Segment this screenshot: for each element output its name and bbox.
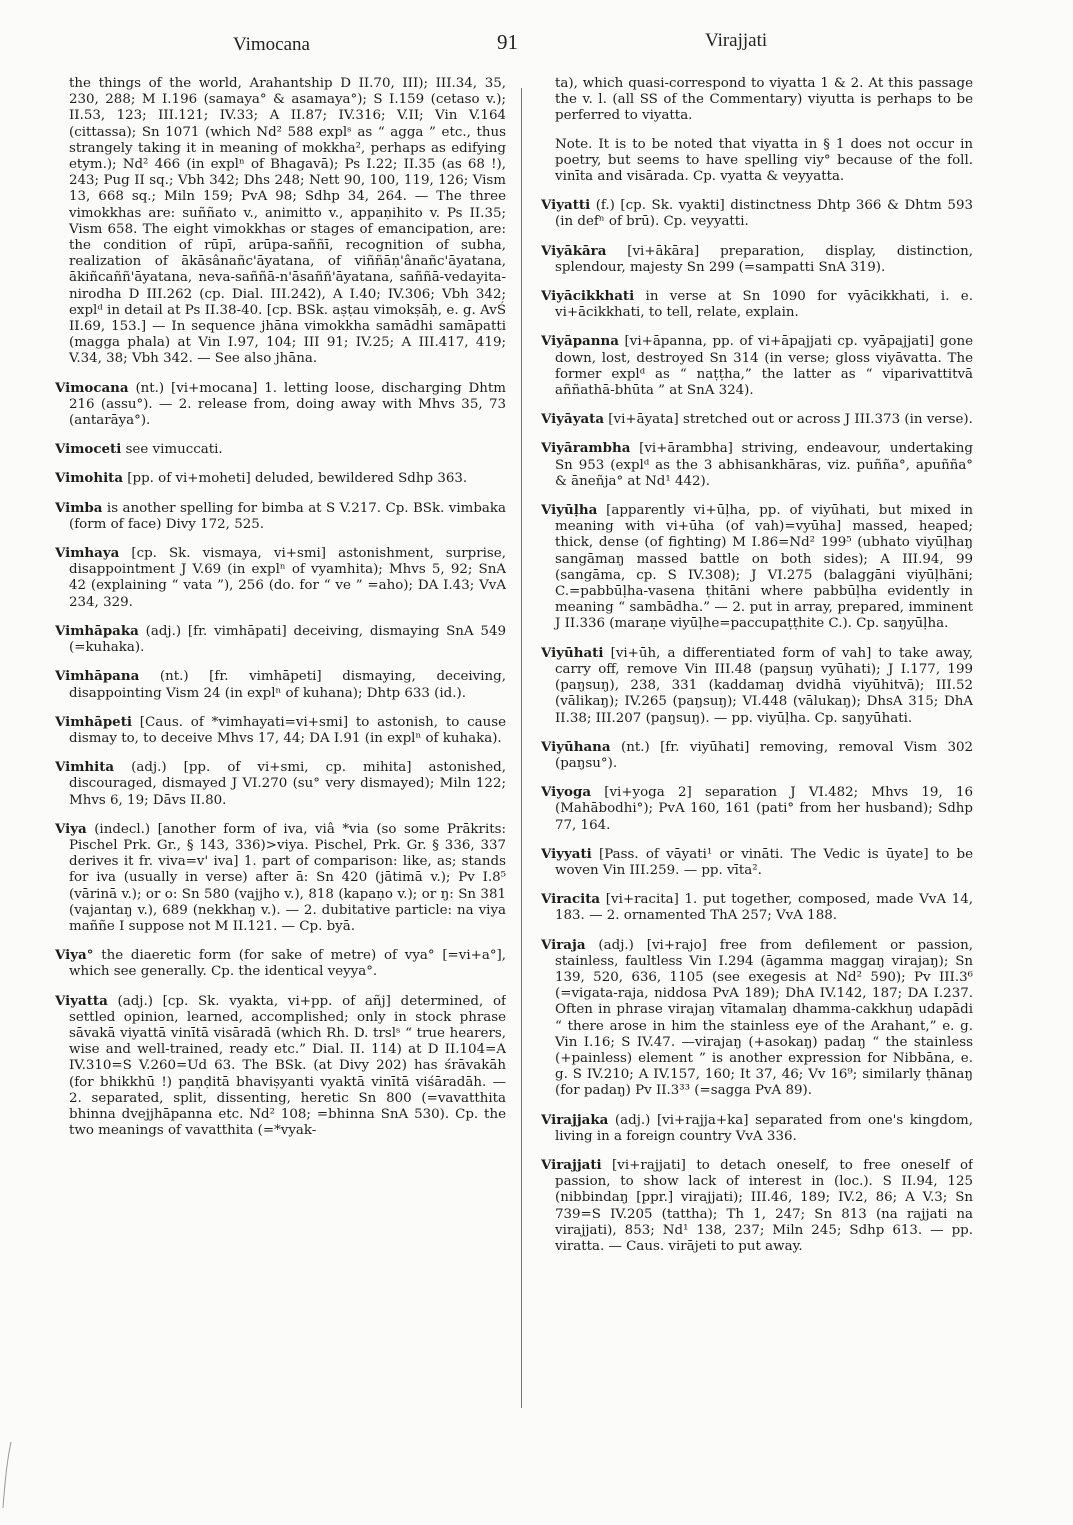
entry-headword: Vimhāpeti	[55, 713, 132, 730]
dictionary-entry	[541, 937, 973, 1100]
dictionary-entry	[541, 137, 973, 186]
entry-definition: (f.) [cp. Sk. vyakti] distinctness Dhtp 366 & Dhtm 593 (in defⁿ of brū). Cp. veyyatti.	[555, 198, 973, 230]
entry-headword: Virajjati	[541, 1156, 602, 1173]
dictionary-entry	[541, 502, 973, 633]
entry-definition: [vi+āpanna, pp. of vi+āpajjati cp. vyāpajjati] gone down, lost, destroyed Sn 314 (in verse; gloss viyāvatta. The former explᵈ as “ naṭṭha,” the latter as “ viparivattitvā aññathā-bhūta ” at SnA 324).	[555, 334, 973, 399]
dictionary-entry	[55, 500, 506, 533]
entry-headword: Vimocana	[55, 379, 129, 396]
entry-definition: (nt.) [vi+mocana] 1. letting loose, discharging Dhtm 216 (assu°). — 2. release from, doing away with Mhvs 35, 73 (antarāya°).	[69, 380, 506, 429]
entry-definition: [Caus. of *vimhayati=vi+smi] to astonish, to cause dismay to, to deceive Mhvs 17, 44; DA I.91 (in explⁿ of kuhaka).	[69, 714, 506, 746]
entry-headword: Viracita	[541, 891, 601, 908]
entry-definition: (adj.) [vi+rajja+ka] separated from one's kingdom, living in a foreign country VvA 336.	[555, 1112, 973, 1144]
entry-headword: Viyoga	[541, 784, 591, 801]
entry-headword: Viyāpanna	[541, 333, 619, 350]
entry-headword: Vimhāpaka	[55, 622, 139, 639]
entry-headword: Vimohita	[55, 470, 124, 487]
dictionary-entry	[55, 821, 506, 935]
margin-scratch-mark	[0, 1440, 14, 1510]
entry-definition: (adj.) [cp. Sk. vyakta, vi+pp. of añj] determined, of settled opinion, learned, accomplished; only in stock phrase sāvakā viyattā vinītā visāradā (which Rh. D. trslˢ “ true hearers, wise and well-trained, ready etc.” Dial. II. 114) at D II.104=A IV.310=S V.260=Ud 63. The BSk. (at Divy 202) has śrāvakāh (for bhikkhū !) paṇḍitā bhaviṣyanti vyaktā vinītā viśāradāh. — 2. separated, split, dissenting, heretic Sn 800 (=vavatthita bhinna dvejjhāpanna etc. Nd² 108; =bhinna SnA 530). Cp. the two meanings of vavatthita (=*vyak-	[69, 993, 506, 1139]
dictionary-entry	[55, 545, 506, 611]
dictionary-entry	[541, 76, 973, 125]
column-divider	[521, 88, 522, 1408]
dictionary-entry	[541, 645, 973, 727]
page-header	[0, 30, 1073, 60]
entry-headword: Viyārambha	[541, 440, 631, 457]
dictionary-entry	[55, 759, 506, 809]
dictionary-entry	[541, 784, 973, 834]
page-number: 91	[497, 30, 518, 54]
entry-definition: the diaeretic form (for sake of metre) of vya° [=vi+a°], which see generally. Cp. the identical veyya°.	[69, 948, 506, 980]
dictionary-entry	[55, 441, 506, 458]
running-head-right: Virajjati	[705, 30, 768, 51]
entry-definition: [pp. of vi+moheti] deluded, bewildered Sdhp 363.	[127, 471, 468, 487]
entry-definition: [apparently vi+ūḷha, pp. of viyūhati, but mixed in meaning with vi+ūha (of vah)=vyūha] massed, heaped; thick, dense (of fighting) M I.86=Nd² 199⁵ (ubhato viyūḷhaŋ sangāmaŋ massed battle on both sides); A III.94, 99 (sangāma, cp. S IV.308); J VI.275 (balaggāni viyūḷhāni; C.=pabbūḷha-vasena ṭhitāni where pabbūḷha evidently in meaning “ sambādha.” — 2. put in array, prepared, imminent J II.336 (maraṇe viyūḷhe=paccupaṭṭhite C.). Cp. saŋyūḷha.	[555, 503, 973, 632]
dictionary-entry	[541, 333, 973, 399]
right-column	[541, 76, 973, 1506]
entry-definition: [vi+yoga 2] separation J VI.482; Mhvs 19, 16 (Mahābodhi°); PvA 160, 161 (pati° from her husband); Sdhp 77, 164.	[555, 785, 973, 833]
entry-headword: Vimhāpana	[55, 668, 140, 685]
entry-headword: Viyāyata	[541, 411, 605, 428]
entry-definition: [vi+ūh, a differentiated form of vah] to take away, carry off, remove Vin III.48 (paŋsuŋ vyūhati); J I.177, 199 (paŋsuŋ), 238, 331 (kaddamaŋ dvidhā viyūhitvā); III.52 (vālikaŋ); IV.265 (paŋsuŋ); VI.448 (vālukaŋ); DhsA 315; DhA II.38; III.207 (paŋsuŋ). — pp. viyūḷha. Cp. saŋyūhati.	[555, 645, 973, 726]
dictionary-entry	[55, 714, 506, 747]
entry-headword: Vimhita	[55, 759, 115, 776]
running-head-left: Vimocana	[233, 34, 310, 55]
entry-definition: in verse at Sn 1090 for vyācikkhati, i. e. vi+ācikkhati, to tell, relate, explain.	[555, 289, 973, 321]
entry-definition: [vi+ārambha] striving, endeavour, undertaking Sn 953 (explᵈ as the 3 abhisankhāras, viz. puñña°, apuñña° & āneñja° at Nd¹ 442).	[555, 441, 973, 489]
entry-headword: Viyūḷha	[541, 502, 598, 519]
entry-headword: Vimoceti	[55, 441, 122, 458]
entry-definition: [cp. Sk. vismaya, vi+smi] astonishment, surprise, disappointment J V.69 (in explⁿ of vyamhita); Mhvs 5, 92; SnA 42 (explaining “ vata ”), 256 (do. for “ ve ” =aho); DA I.43; VvA 234, 329.	[69, 546, 506, 610]
entry-headword: Viya	[55, 820, 87, 837]
entry-definition: (nt.) [fr. vimhāpeti] dismaying, deceiving, disappointing Vism 24 (in explⁿ of kuhana); Dhtp 633 (id.).	[69, 669, 506, 701]
dictionary-entry	[541, 288, 973, 321]
entry-headword: Viyūhati	[541, 644, 604, 661]
entry-definition: [vi+rajjati] to detach oneself, to free oneself of passion, to show lack of interest in (loc.). S II.94, 125 (nibbindaŋ [ppr.] virajjati); III.46, 189; IV.2, 86; A V.3; Sn 739=S IV.205 (tattha); Th 1, 247; Sn 813 (na rajjati na virajjati), 853; Nd¹ 138, 237; Miln 245; Sdhp 613. — pp. viratta. — Caus. virājeti to put away.	[555, 1157, 973, 1254]
dictionary-entry	[55, 380, 506, 430]
entry-headword: Vimhaya	[55, 545, 120, 562]
dictionary-entry	[541, 411, 973, 428]
entry-definition: is another spelling for bimba at S V.217. Cp. BSk. vimbaka (form of face) Divy 172, 525.	[69, 500, 506, 532]
entry-headword: Viraja	[541, 936, 586, 953]
dictionary-entry	[541, 739, 973, 772]
entry-definition: (adj.) [fr. vimhāpati] deceiving, dismaying SnA 549 (=kuhaka).	[69, 623, 506, 656]
entry-definition: (adj.) [vi+rajo] free from defilement or passion, stainless, faultless Vin I.294 (āgamma maggaŋ virajaŋ); Sn 139, 520, 636, 1105 (see exegesis at Nd² 590); Pv III.3⁶ (=vigata-raja, niddosa PvA 189); DhA IV.142, 187; DA I.237. Often in phrase virajaŋ vītamalaŋ dhamma-cakkhuŋ udapādi “ there arose in him the stainless eye of the Arahant,” e. g. Vin I.16; S IV.47. —virajaŋ (+asokaŋ) padaŋ “ the stainless (+painless) element ” is another expression for Nibbāna, e. g. S IV.210; A IV.157, 160; It 37, 46; Vv 16⁹; similarly ṭhānaŋ (for padaŋ) Pv II.3³³ (=sagga PvA 89).	[555, 937, 973, 1099]
entry-headword: Vimba	[55, 499, 103, 516]
dictionary-entry	[55, 947, 506, 980]
entry-headword: Viyūhana	[541, 738, 611, 755]
dictionary-entry	[541, 846, 973, 879]
dictionary-entry	[55, 76, 506, 368]
dictionary-entry	[541, 440, 973, 490]
entry-headword: Viyākāra	[541, 242, 607, 259]
entry-definition: [Pass. of vāyati¹ or vināti. The Vedic is ūyate] to be woven Vin III.259. — pp. vīta².	[555, 846, 973, 878]
entry-definition: Note. It is to be noted that viyatta in § 1 does not occur in poetry, but seems to have spelling viy° because of the foll. vinīta and visārada. Cp. vyatta & veyyatta.	[555, 136, 973, 185]
dictionary-entry	[541, 1112, 973, 1145]
entry-definition: (indecl.) [another form of iva, viâ *via (so some Prākrits: Pischel Prk. Gr., § 143, 336)>viya. Pischel, Prk. Gr. § 336, 337 derives it fr. viva=v' iva] 1. part of comparison: like, as; stands for iva (usually in verse) after ā: Sn 420 (jātimā v.); Pv I.8⁵ (vārinā v.); or o: Sn 580 (vajjho v.), 818 (kapaṇo v.); or ŋ: Sn 381 (vajantaŋ v.), 689 (nekkhaŋ v.). — 2. dubitative particle: na viya maññe I suppose not M II.121. — Cp. byā.	[69, 821, 506, 934]
dictionary-entry	[55, 623, 506, 656]
entry-headword: Viyatta	[55, 992, 108, 1009]
entry-definition: (nt.) [fr. viyūhati] removing, removal Vism 302 (paŋsu°).	[555, 739, 973, 771]
entry-definition: ta), which quasi-correspond to viyatta 1 & 2. At this passage the v. l. (all SS of the Commentary) viyutta is perhaps to be perferred to viyatta.	[555, 76, 973, 124]
entry-definition: [vi+ākāra] preparation, display, distinction, splendour, majesty Sn 299 (=sampatti SnA 319).	[555, 243, 973, 275]
dictionary-entry	[541, 197, 973, 230]
dictionary-entry	[55, 470, 506, 487]
dictionary-entry	[541, 243, 973, 276]
dictionary-entry	[55, 993, 506, 1140]
entry-definition: the things of the world, Arahantship D II.70, III); III.34, 35, 230, 288; M I.196 (samaya° & asamaya°); S I.159 (cetaso v.); II.53, 123; III.121; IV.33; A II.87; IV.316; V.II; Vin V.164 (cittassa); Sn 1071 (which Nd² 588 explˢ as “ agga ” etc., thus strangely taking it in meaning of mokkha², perhaps as edifying etym.); Nd² 466 (in explⁿ of Bhagavā); Ps I.22; II.35 (as 68 !), 243; Pug II sq.; Vbh 342; Dhs 248; Nett 90, 100, 119, 126; Vism 13, 668 sq.; Miln 159; PvA 98; Sdhp 34, 264. — The three vimokkhas are: suññato v., animitto v., appaṇihito v. Ps II.35; Vism 658. The eight vimokkhas or stages of emancipation, are: the condition of rūpī, arūpa-saññī, recognition of subha, realization of ākāsânañc'āyatana, of viññāṇ'ânañc'āyatana, ākiñcaññ'āyatana, neva-saññā-n'āsaññ'āyatana, saññā-vedayita-nirodha D III.262 (cp. Dial. III.242), A I.40; IV.306; Vbh 342; explᵈ in detail at Ps II.38-40. [cp. BSk. aṣṭau vimokṣāḥ, e. g. AvŚ II.69, 153.] — In sequence jhāna vimokkha samādhi samāpatti (magga phala) at Vin I.97, 104; III 91; IV.25; A III.417, 419; V.34, 38; Vbh 342. — See also jhāna.	[69, 76, 506, 367]
left-column	[55, 76, 506, 1506]
dictionary-entry	[541, 891, 973, 924]
entry-definition: see vimuccati.	[125, 442, 223, 458]
entry-headword: Viyācikkhati	[541, 288, 635, 305]
entry-headword: Viyyati	[541, 845, 592, 862]
entry-definition: [vi+āyata] stretched out or across J III.373 (in verse).	[608, 412, 973, 428]
entry-definition: [vi+racita] 1. put together, composed, made VvA 14, 183. — 2. ornamented ThA 257; VvA 188.	[555, 892, 973, 924]
entry-headword: Viyatti	[541, 197, 591, 214]
dictionary-entry	[55, 668, 506, 701]
entry-definition: (adj.) [pp. of vi+smi, cp. mihita] astonished, discouraged, dismayed J VI.270 (su° very dismayed); Miln 122; Mhvs 6, 19; Dāvs II.80.	[69, 760, 506, 808]
dictionary-entry	[541, 1157, 973, 1255]
entry-headword: Viya°	[55, 947, 94, 964]
entry-headword: Virajjaka	[541, 1111, 609, 1128]
